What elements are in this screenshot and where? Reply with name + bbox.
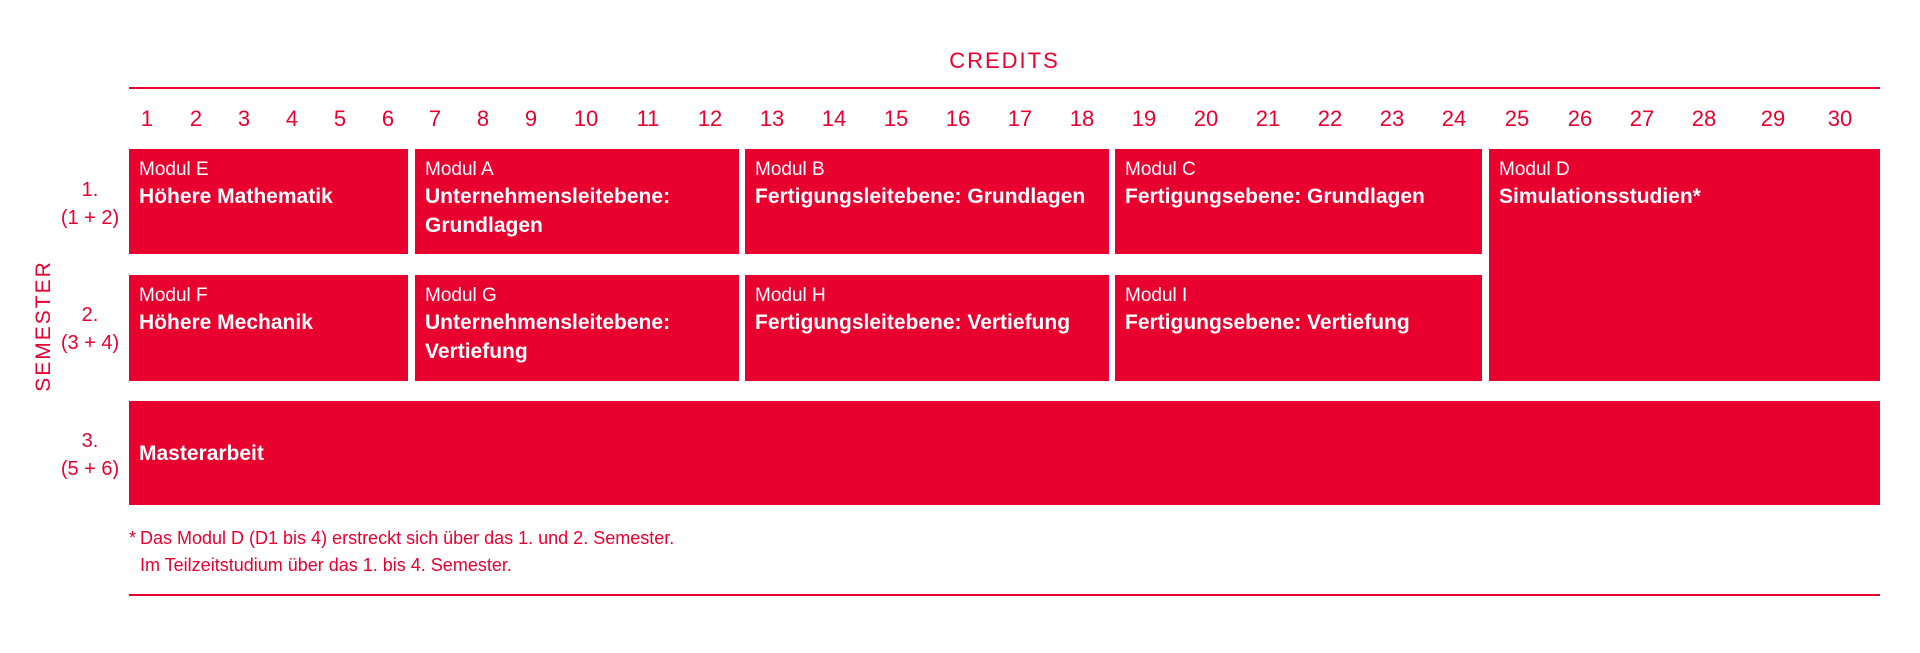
credit-tick-19: 19 [1131,106,1157,131]
module-title: Unternehmensleitebene: Grundlagen [425,185,671,237]
semester-axis-label: SEMESTER [32,260,55,392]
top-divider [129,87,1880,89]
semester-range: (5 + 6) [60,458,120,480]
module-code: Modul A [425,159,494,180]
credit-tick-20: 20 [1193,106,1219,131]
module-code: Modul D [1499,159,1570,180]
footnote-marker: * [129,528,137,548]
credit-tick-12: 12 [697,106,723,131]
module-e [129,149,408,254]
semester-range: (3 + 4) [60,332,120,354]
credit-tick-27: 27 [1629,106,1655,131]
credit-tick-30: 30 [1827,106,1853,131]
credit-tick-10: 10 [573,106,599,131]
module-code: Modul E [139,159,209,180]
credit-tick-13: 13 [759,106,785,131]
module-g [415,275,739,381]
credit-tick-22: 22 [1317,106,1343,131]
footnote [129,525,674,579]
module-i [1115,275,1482,381]
module-d [1489,149,1880,381]
module-code: Modul G [425,285,497,306]
module-b [745,149,1109,254]
credit-tick-28: 28 [1691,106,1717,131]
footnote-line-2: Im Teilzeitstudium über das 1. bis 4. Semester. [140,555,512,575]
module-code: Modul I [1125,285,1188,306]
module-title: Simulationsstudien* [1499,185,1701,208]
module-code: Modul F [139,285,208,306]
footnote-line-1: Das Modul D (D1 bis 4) erstreckt sich über das 1. und 2. Semester. [140,528,675,548]
semester-label-1 [56,176,124,232]
module-title: Fertigungsleitebene: Grundlagen [755,185,1086,208]
module-title: Fertigungsebene: Vertiefung [1125,311,1410,334]
semester-number: 3. [81,430,99,452]
module-code: Modul H [755,285,826,306]
credit-tick-23: 23 [1379,106,1405,131]
credit-tick-11: 11 [636,106,660,131]
module-title: Masterarbeit [139,441,264,465]
module-title: Höhere Mechanik [139,311,313,334]
credit-tick-17: 17 [1007,106,1033,131]
credits-title: CREDITS [949,48,1060,73]
module-code: Modul B [755,159,825,180]
module-title: Unternehmensleitebene: Vertiefung [425,311,671,363]
credit-tick-2: 2 [189,106,203,131]
semester-number: 2. [81,304,99,326]
module-title: Höhere Mathematik [139,185,333,208]
credit-tick-8: 8 [476,106,490,131]
credit-tick-21: 21 [1255,106,1281,131]
credit-tick-26: 26 [1567,106,1593,131]
credit-tick-7: 7 [428,106,442,131]
credit-tick-3: 3 [237,106,251,131]
module-h [745,275,1109,381]
semester-range: (1 + 2) [60,207,120,229]
credit-tick-4: 4 [285,106,299,131]
semester-label-3 [56,427,124,483]
module-f [129,275,408,381]
module-title: Fertigungsleitebene: Vertiefung [755,311,1071,334]
credit-tick-9: 9 [524,106,538,131]
credit-tick-1: 1 [140,106,154,131]
credit-tick-15: 15 [883,106,909,131]
bottom-divider [129,594,1880,596]
credit-tick-6: 6 [381,106,395,131]
module-c [1115,149,1482,254]
module-masterarbeit [129,401,1880,505]
semester-label-2 [56,301,124,357]
credit-tick-18: 18 [1069,106,1095,131]
credit-tick-14: 14 [821,106,847,131]
credit-tick-16: 16 [945,106,971,131]
module-title: Fertigungsebene: Grundlagen [1125,185,1425,208]
semester-number: 1. [81,179,99,201]
credit-tick-24: 24 [1441,106,1467,131]
module-a [415,149,739,254]
credit-tick-29: 29 [1760,106,1786,131]
credit-tick-5: 5 [333,106,347,131]
module-code: Modul C [1125,159,1196,180]
credit-tick-25: 25 [1504,106,1530,131]
